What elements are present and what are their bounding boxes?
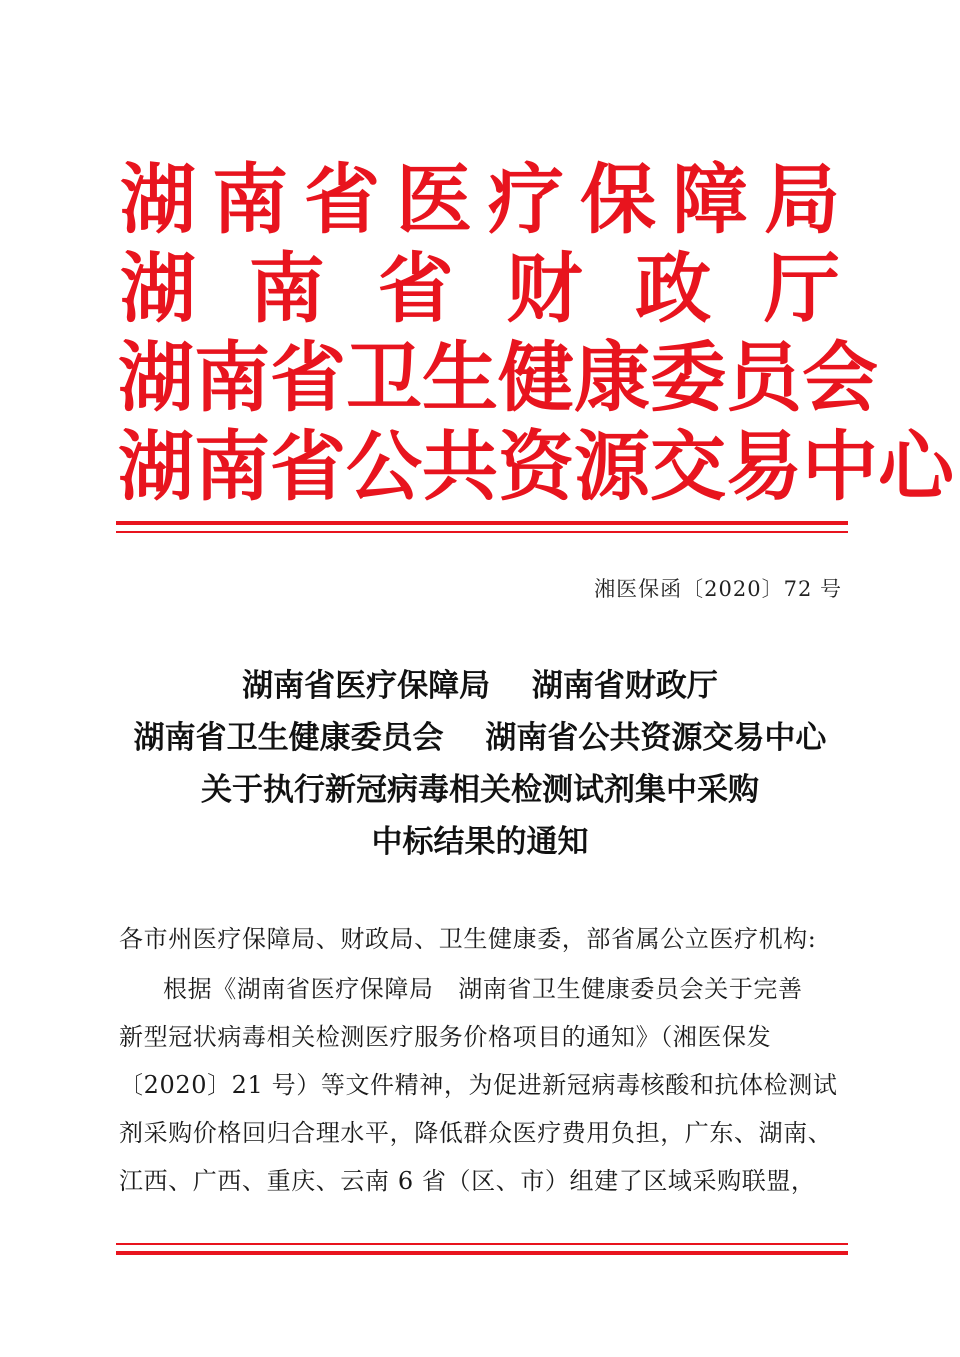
issuer-char: 障 (672, 155, 748, 244)
issuer-line-2 (118, 244, 842, 333)
header-rule-thick (116, 521, 848, 525)
issuer-char: 省 (270, 333, 346, 422)
issuer-char: 局 (764, 155, 840, 244)
footer-rule-thick (116, 1251, 848, 1255)
salutation: 各市州医疗保障局、财政局、卫生健康委，部省属公立医疗机构: (119, 925, 817, 953)
issuer-char: 健 (498, 333, 574, 422)
title-line-2: 湖南省卫生健康委员会 湖南省公共资源交易中心 (133, 720, 827, 756)
issuer-char: 湖 (118, 333, 194, 422)
issuer-char: 省 (270, 422, 346, 511)
issuer-char: 南 (194, 422, 270, 511)
issuer-char: 政 (635, 244, 712, 333)
issuer-char: 疗 (488, 155, 564, 244)
issuer-line-1 (118, 155, 842, 244)
paragraph-line-1: 根据《湖南省医疗保障局 湖南省卫生健康委员会关于完善 (163, 975, 803, 1003)
issuer-line-4 (118, 422, 954, 511)
issuer-char: 公 (346, 422, 422, 511)
issuer-char: 南 (194, 333, 270, 422)
issuer-line-3 (118, 333, 878, 422)
issuer-char: 省 (304, 155, 380, 244)
header-rule-thin (116, 531, 848, 533)
issuer-char: 财 (506, 244, 583, 333)
issuer-char: 南 (212, 155, 288, 244)
issuer-char: 心 (878, 422, 954, 511)
issuer-char: 湖 (120, 155, 196, 244)
footer-rule-thin (116, 1243, 848, 1245)
issuer-char: 湖 (120, 244, 196, 333)
issuer-char: 医 (396, 155, 472, 244)
issuer-char: 中 (802, 422, 878, 511)
issuer-char: 员 (726, 333, 802, 422)
title-line-4: 中标结果的通知 (371, 824, 589, 860)
issuer-char: 康 (574, 333, 650, 422)
issuer-char: 生 (422, 333, 498, 422)
issuer-char: 厅 (763, 244, 840, 333)
title-line-1: 湖南省医疗保障局 湖南省财政厅 (242, 668, 718, 704)
issuer-char: 南 (248, 244, 325, 333)
paragraph-line-2: 新型冠状病毒相关检测医疗服务价格项目的通知》（湘医保发 (119, 1023, 772, 1051)
issuer-char: 源 (574, 422, 650, 511)
issuer-char: 会 (802, 333, 878, 422)
issuer-char: 湖 (118, 422, 194, 511)
title-line-3: 关于执行新冠病毒相关检测试剂集中采购 (201, 772, 759, 808)
issuer-char: 卫 (346, 333, 422, 422)
paragraph-line-5: 江西、广西、重庆、云南 6 省（区、市）组建了区域采购联盟， (119, 1167, 816, 1195)
issuer-char: 资 (498, 422, 574, 511)
document-number: 湘医保函〔2020〕72 号 (594, 577, 842, 601)
paragraph-line-4: 剂采购价格回归合理水平，降低群众医疗费用负担，广东、湖南、 (119, 1119, 833, 1147)
issuer-char: 保 (580, 155, 656, 244)
issuer-char: 交 (650, 422, 726, 511)
paragraph-line-3: 〔2020〕21 号）等文件精神，为促进新冠病毒核酸和抗体检测试 (119, 1071, 838, 1099)
issuer-char: 委 (650, 333, 726, 422)
issuer-char: 共 (422, 422, 498, 511)
issuer-char: 省 (377, 244, 454, 333)
issuer-char: 易 (726, 422, 802, 511)
